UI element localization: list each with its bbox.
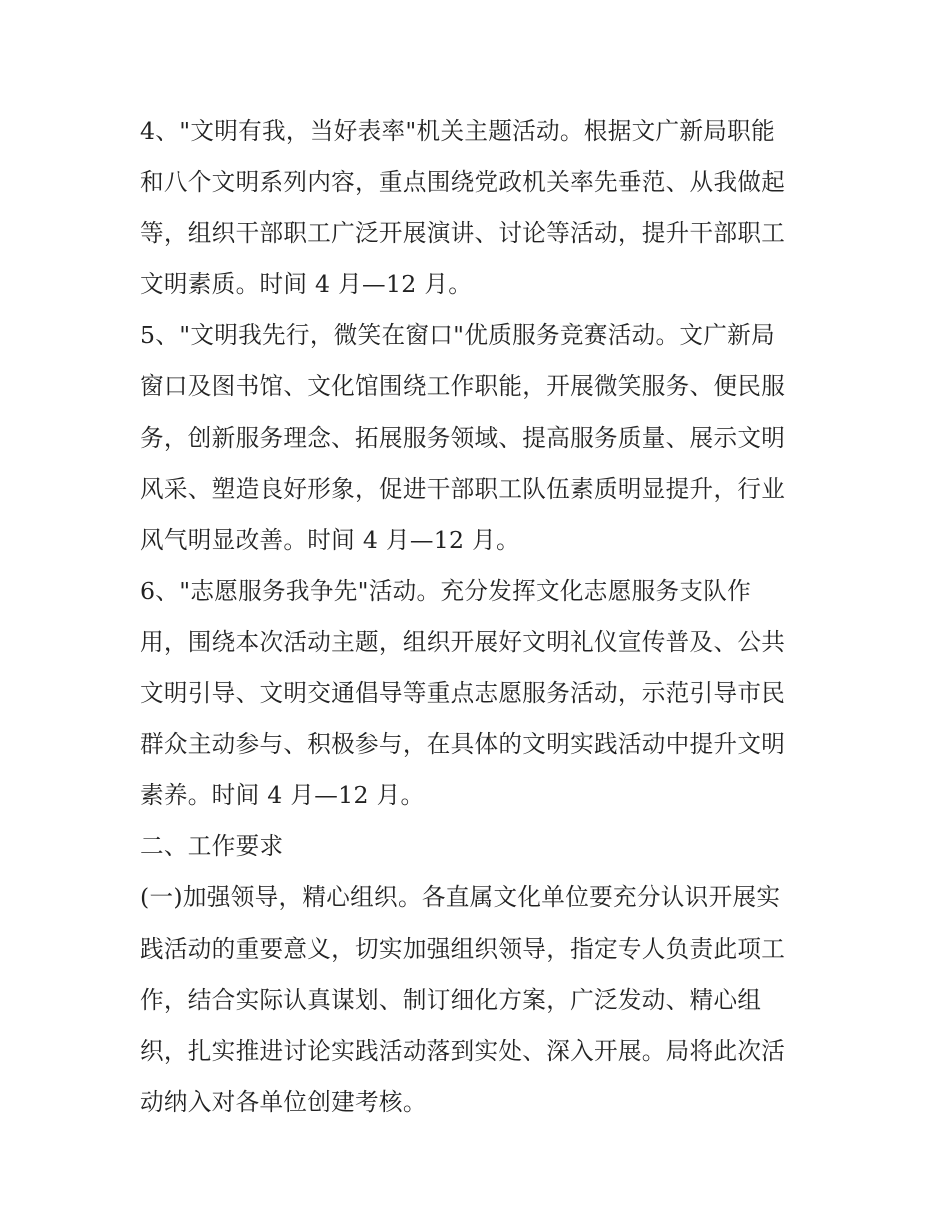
text-line: 织，扎实推进讨论实践活动落到实处、深入开展。局将此次活 (140, 1036, 786, 1065)
text-line: 群众主动参与、积极参与，在具体的文明实践活动中提升文明 (140, 730, 786, 759)
text-line: 践活动的重要意义，切实加强组织领导，指定专人负责此项工 (140, 934, 786, 963)
text-line: 窗口及图书馆、文化馆围绕工作职能，开展微笑服务、便民服 (140, 372, 786, 401)
text-line: 动纳入对各单位创建考核。 (140, 1087, 427, 1116)
text-line: 文明素质。时间 4 月—12 月。 (140, 270, 473, 299)
text-line: 作，结合实际认真谋划、制订细化方案，广泛发动、精心组 (140, 985, 762, 1014)
text-line: 等，组织干部职工广泛开展演讲、讨论等活动，提升干部职工 (140, 219, 786, 248)
text-line: 风采、塑造良好形象，促进干部职工队伍素质明显提升，行业 (140, 474, 786, 503)
document-body (140, 106, 820, 1128)
text-line: 4、"文明有我，当好表率"机关主题活动。根据文广新局职能 (140, 117, 775, 145)
text-line: 文明引导、文明交通倡导等重点志愿服务活动，示范引导市民 (140, 679, 786, 708)
section-heading: 二、工作要求 (140, 832, 284, 861)
text-line: 6、"志愿服务我争先"活动。充分发挥文化志愿服务支队作 (140, 576, 752, 605)
text-line: (一)加强领导，精心组织。各直属文化单位要充分认识开展实 (140, 883, 781, 912)
text-line: 用，围绕本次活动主题，组织开展好文明礼仪宣传普及、公共 (140, 627, 786, 656)
text-line: 和八个文明系列内容，重点围绕党政机关率先垂范、从我做起 (140, 168, 786, 197)
text-line: 素养。时间 4 月—12 月。 (140, 781, 425, 810)
text-line: 务，创新服务理念、拓展服务领域、提高服务质量、展示文明 (140, 423, 786, 452)
text-line: 5、"文明我先行，微笑在窗口"优质服务竞赛活动。文广新局 (140, 321, 775, 350)
text-line: 风气明显改善。时间 4 月—12 月。 (140, 525, 520, 554)
